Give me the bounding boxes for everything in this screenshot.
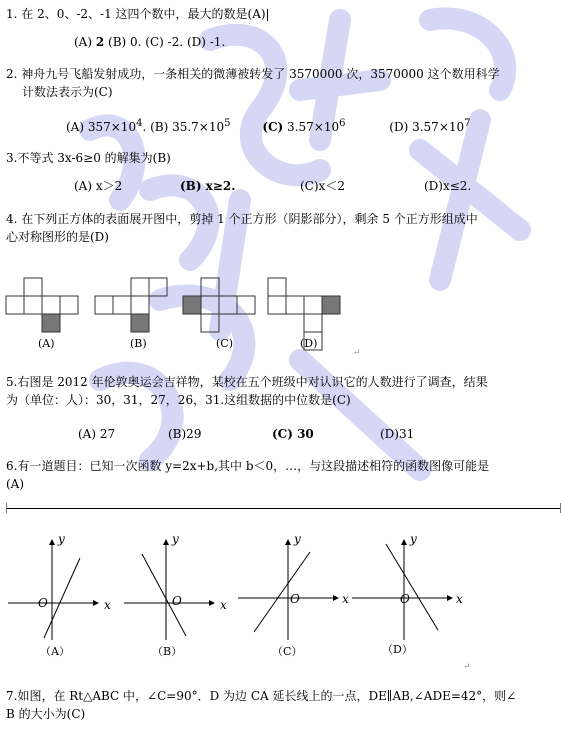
graph-label-c: （C） (272, 645, 303, 658)
net-label-b: (B) (130, 337, 147, 350)
x-axis-label: x (342, 592, 349, 606)
question-5-option-d: (D)31 (380, 427, 415, 441)
question-6-stem-line2: (A) (6, 477, 25, 491)
origin-label: O (400, 592, 410, 606)
question-3-option-b: (B) x≥2. (180, 179, 236, 193)
paragraph-mark: ↵ (463, 662, 471, 672)
y-axis-label: y (410, 532, 417, 546)
net-label-c: (C) (216, 337, 233, 350)
net-label-d: (D) (300, 337, 318, 350)
x-axis-label: x (104, 598, 111, 612)
graph-label-a: （A） (40, 645, 70, 658)
paragraph-mark: ↵ (353, 348, 361, 358)
y-axis-label: y (172, 532, 179, 546)
origin-label: O (172, 594, 182, 608)
question-6-stem: 6.有一道题目：已知一次函数 y=2x+b,其中 b＜0，…，与这段描述相符的函数图像可能是 (6, 459, 490, 473)
question-3-option-d: (D)x≤2. (424, 179, 472, 193)
question-1-stem: 1. 在 2、0、-2、-1 这四个数中，最大的数是(A) (6, 7, 266, 21)
x-axis-label: x (220, 598, 227, 612)
net-label-a: (A) (38, 337, 55, 350)
question-1-options: (A) 2 (B) 0. (C) -2. (D) -1. (74, 35, 226, 49)
question-5-stem: 5.右图是 2012 年伦敦奥运会吉祥物，某校在五个班级中对认识它的人数进行了调查，结果 (6, 375, 488, 389)
question-5-option-b: (B)29 (168, 427, 202, 441)
text-cursor (267, 9, 268, 21)
graph-label-b: （B） (152, 645, 183, 658)
x-axis-label: x (456, 592, 463, 606)
question-5-option-a: (A) 27 (78, 427, 116, 441)
y-axis-label: y (294, 532, 301, 546)
question-5-option-c: (C) 30 (272, 427, 314, 441)
divider-marker (6, 503, 7, 513)
question-4-stem: 4. 在下列正方体的表面展开图中，剪掉 1 个正方形（阴影部分），剩余 5 个正方形组成中 (6, 212, 478, 226)
question-7-stem-line2: B 的大小为(C) (6, 707, 86, 721)
question-3-option-a: (A) x＞2 (74, 179, 123, 193)
question-2-stem-line2: 计数法表示为(C) (22, 85, 113, 99)
section-divider (6, 508, 561, 509)
function-graphs-figure (0, 530, 561, 650)
graph-label-d: （D） (382, 643, 413, 656)
question-4-stem-line2: 心对称图形的是(D) (6, 230, 109, 244)
origin-label: O (38, 596, 48, 610)
question-3-stem: 3.不等式 3x-6≥0 的解集为(B) (6, 151, 171, 165)
cube-nets-figure (0, 270, 561, 360)
question-3-option-c: (C)x＜2 (300, 179, 345, 193)
origin-label: O (290, 592, 300, 606)
question-5-stem-line2: 为（单位：人）：30，31，27，26，31.这组数据的中位数是(C) (6, 393, 351, 407)
question-2-stem: 2. 神舟九号飞船发射成功，一条相关的微薄被转发了 3570000 次，3570000 这个数用科学 (6, 67, 500, 81)
question-2-options: (A) $357\times 10^4$. (B) $35.7\times 10^5$ (C) $3.57\times 10^6$ (D) $3.57\times 10^7$ (66, 118, 471, 134)
question-7-stem: 7.如图，在 Rt△ABC 中，∠C=90°．D 为边 CA 延长线上的一点，DE∥AB,∠ADE=42°，则∠ (6, 689, 517, 703)
y-axis-label: y (58, 532, 65, 546)
